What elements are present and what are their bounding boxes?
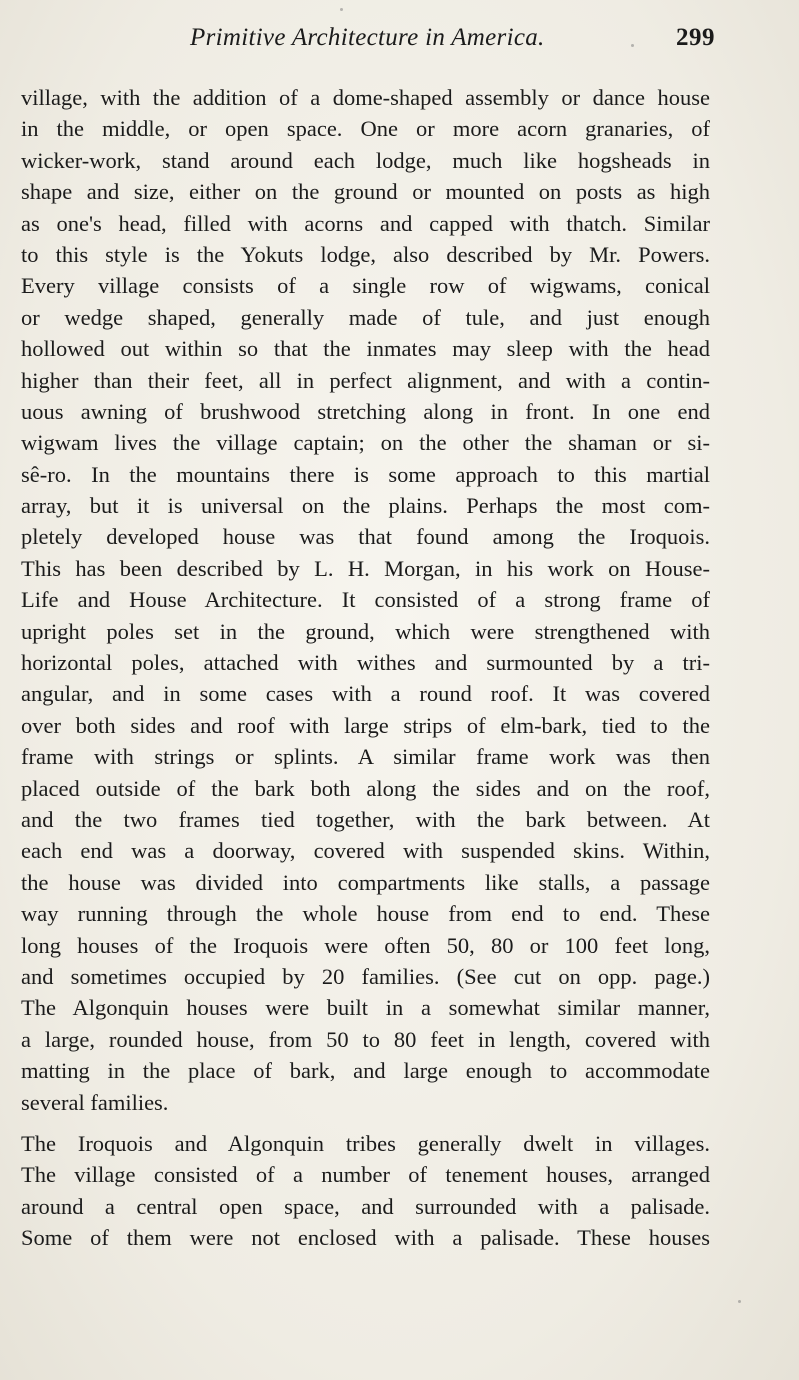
paragraph-1 <box>21 82 710 1118</box>
text-line: upright poles set in the ground, which were strengthened with <box>21 618 710 644</box>
text-line: matting in the place of bark, and large enough to accommodate <box>21 1058 710 1084</box>
text-line: a large, rounded house, from 50 to 80 feet in length, covered with <box>21 1026 710 1052</box>
text-line: sê-ro. In the mountains there is some approach to this martial <box>21 461 710 487</box>
text-line: long houses of the Iroquois were often 50, 80 or 100 feet long, <box>21 932 710 958</box>
text-line: or wedge shaped, generally made of tule, and just enough <box>21 304 710 330</box>
text-line: Some of them were not enclosed with a palisade. These houses <box>21 1225 710 1251</box>
paper-speck <box>340 8 343 11</box>
text-line: wigwam lives the village captain; on the other the shaman or si- <box>21 430 710 456</box>
text-line: way running through the whole house from end to end. These <box>21 901 710 927</box>
text-line: Life and House Architecture. It consisted of a strong frame of <box>21 587 710 613</box>
text-line: frame with strings or splints. A similar frame work was then <box>21 744 710 770</box>
paper-speck <box>631 44 634 47</box>
running-head <box>0 24 799 58</box>
text-line: horizontal poles, attached with withes and surmounted by a tri- <box>21 650 710 676</box>
text-line: and the two frames tied together, with the bark between. At <box>21 806 710 832</box>
text-line: higher than their feet, all in perfect alignment, and with a contin- <box>21 367 710 393</box>
paragraph-2 <box>21 1128 710 1254</box>
page-number: 299 <box>676 24 715 51</box>
text-line: pletely developed house was that found among the Iroquois. <box>21 524 710 550</box>
text-line: to this style is the Yokuts lodge, also described by Mr. Powers. <box>21 241 710 267</box>
running-head-title: Primitive Architecture in America. <box>190 24 545 51</box>
text-line: shape and size, either on the ground or mounted on posts as high <box>21 179 710 205</box>
text-line: The village consisted of a number of tenement houses, arranged <box>21 1162 710 1188</box>
text-line: in the middle, or open space. One or more acorn granaries, of <box>21 116 710 142</box>
text-line: village, with the addition of a dome-shaped assembly or dance house <box>21 85 710 110</box>
text-line: and sometimes occupied by 20 families. (See cut on opp. page.) <box>21 963 710 989</box>
text-line: placed outside of the bark both along the sides and on the roof, <box>21 775 710 801</box>
text-line: around a central open space, and surrounded with a palisade. <box>21 1193 710 1219</box>
paragraph-gap <box>21 1118 710 1128</box>
text-line: array, but it is universal on the plains. Perhaps the most com- <box>21 493 710 519</box>
text-line: angular, and in some cases with a round roof. It was covered <box>21 681 710 707</box>
body-text <box>21 82 710 1253</box>
text-line: uous awning of brushwood stretching along in front. In one end <box>21 398 710 424</box>
text-line: each end was a doorway, covered with suspended skins. Within, <box>21 838 710 864</box>
text-line: as one's head, filled with acorns and capped with thatch. Similar <box>21 210 710 236</box>
text-line: This has been described by L. H. Morgan, in his work on House- <box>21 555 710 581</box>
text-line: over both sides and roof with large strips of elm-bark, tied to the <box>21 712 710 738</box>
text-line: several families. <box>21 1089 169 1115</box>
paper-speck <box>738 1300 741 1303</box>
text-line: The Algonquin houses were built in a somewhat similar manner, <box>21 995 710 1021</box>
text-line: Every village consists of a single row of wigwams, conical <box>21 273 710 299</box>
text-line: the house was divided into compartments like stalls, a passage <box>21 869 710 895</box>
text-line: The Iroquois and Algonquin tribes generally dwelt in villages. <box>21 1130 710 1156</box>
text-line: hollowed out within so that the inmates may sleep with the head <box>21 336 710 362</box>
text-line: wicker-work, stand around each lodge, much like hogsheads in <box>21 147 710 173</box>
